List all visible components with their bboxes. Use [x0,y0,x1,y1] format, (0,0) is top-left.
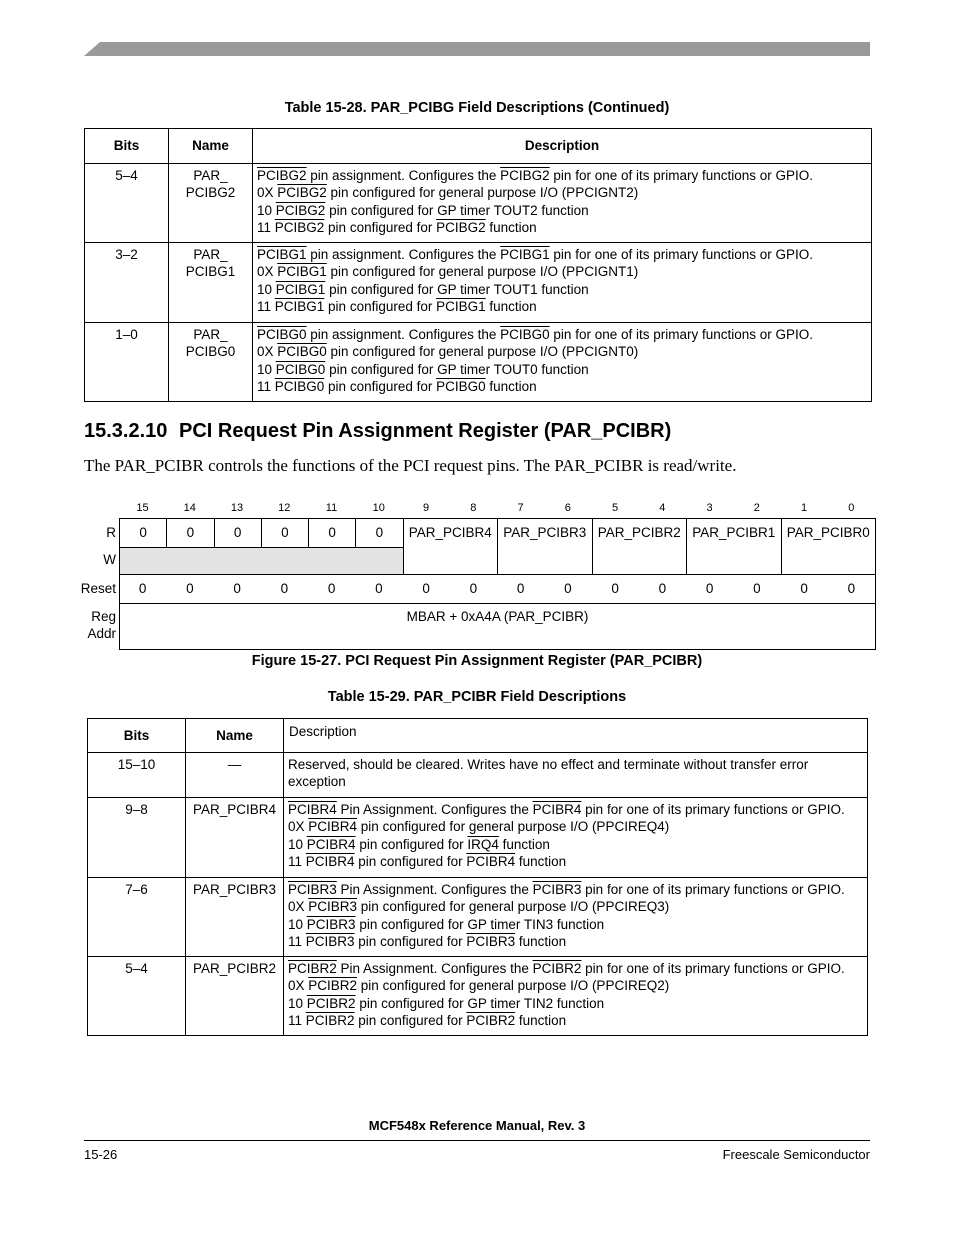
field-name-line: PAR_ [193,327,228,342]
bit-number: 13 [230,502,244,514]
description-text: function [485,378,537,394]
description-line [288,836,863,853]
reset-value: 0 [375,581,383,596]
bits-cell: 3–2 [85,243,169,323]
bit-number: 4 [659,502,666,514]
bit-number: 2 [753,502,760,514]
active-low-signal: PCIBR2 [288,961,337,976]
description-text: Pin Assignment. Configures the [336,961,533,976]
description-line [257,281,867,298]
bits-cell: 7–6 [88,878,186,957]
description-line [288,898,863,915]
description-text: pin for one of its primary functions or GPIO. [581,882,845,897]
reset-value: 0 [705,581,714,596]
field-name-line: PCIBG2 [185,185,236,201]
bit-number: 6 [564,502,571,514]
description-text: Pin Assignment. Configures the [336,802,533,817]
reset-value: 0 [753,581,761,596]
row-label-w: W [103,552,116,567]
bits-cell: 1–0 [85,323,169,402]
table-row [85,243,872,323]
name-cell [169,323,253,402]
active-low-signal: PCIBG0 [274,378,325,394]
description-text: pin configured for general purpose I/O (PPCIREQ2) [357,978,670,994]
description-text: pin configured for [354,1012,467,1028]
active-low-signal: PCIBR2 [466,1012,516,1028]
description-text: pin configured for GP timer TIN3 function [355,916,605,932]
field-name-line: PAR_ [193,247,228,262]
description-cell [284,798,868,878]
description-line [288,960,863,977]
active-low-signal: PCIBG1 [274,298,325,314]
register-field-cell: PAR_PCIBR1 [686,518,782,575]
description-cell [253,323,872,402]
name-cell [186,957,284,1036]
description-text: 0X [288,899,309,915]
reserved-bit-cell: 0 [214,518,262,548]
description-text: 0X [288,978,309,994]
active-low-signal: PCIBG0 [257,327,307,342]
reset-value: 0 [658,581,667,596]
active-low-signal: PCIBG2 [257,168,307,183]
description-text: 11 [257,219,275,235]
name-cell [169,243,253,323]
description-text: 10 [288,995,307,1011]
active-low-signal: PCIBR3 [306,916,356,932]
description-text: function [485,298,537,314]
description-text: 10 [288,836,307,852]
bit-number: 3 [706,502,713,514]
bit-number: 9 [422,502,430,514]
active-low-signal: PCIBG1 [257,247,307,262]
description-line [257,326,867,343]
description-text: 10 [257,361,276,377]
description-text: 11 [288,1012,306,1028]
description-text: function [498,836,550,852]
active-low-signal: PCIBG2 [274,219,325,235]
description-text: function [515,933,567,949]
description-cell [284,957,868,1036]
table-28-caption: Table 15-28. PAR_PCIBG Field Descriptions (Continued) [284,100,670,116]
register-field-cell: PAR_PCIBR3 [497,518,593,575]
description-text: pin configured for GP timer TOUT2 function [325,202,589,218]
description-line [288,916,863,933]
description-text: 0X [257,264,278,280]
name-cell [186,878,284,957]
table-row [85,164,872,243]
column-header-bits: Bits [88,719,186,753]
register-field-cell: PAR_PCIBR2 [592,518,688,575]
table-row [88,878,868,957]
active-low-signal: PCIBR2 [305,1012,355,1028]
reset-value: 0 [280,581,289,596]
description-line [288,995,863,1012]
description-text: 10 [288,916,307,932]
bit-number: 15 [136,502,149,514]
active-low-signal: IRQ4 [467,836,499,852]
description-text: pin configured for GP timer TOUT0 function [325,361,589,377]
bit-number: 0 [848,502,855,514]
description-text: 0X [257,344,278,360]
description-text: pin configured for general purpose I/O (PPCIGNT1) [326,264,639,280]
bit-number: 10 [372,502,385,514]
description-line [288,933,863,950]
row-label-reg-addr-1: Reg [91,609,116,624]
description-text: pin assignment. Configures the [306,168,501,183]
active-low-signal: PCIBG2 [277,185,327,201]
field-name-line: PAR_ [193,168,228,183]
description-line [257,167,867,184]
description-text: pin configured for general purpose I/O (PPCIREQ3) [357,899,670,915]
description-line [288,1012,863,1029]
reset-value: 0 [847,581,856,596]
active-low-signal: PCIBR3 [466,933,516,949]
active-low-signal: PCIBR4 [532,802,582,817]
active-low-signal: PCIBR3 [288,882,337,897]
name-cell [186,798,284,878]
reserved-bit-cell: 0 [308,518,356,548]
footer-manual-title: MCF548x Reference Manual, Rev. 3 [368,1118,586,1133]
description-text: pin configured for general purpose I/O (PPCIGNT0) [326,344,639,360]
description-text: 0X [288,819,309,835]
description-text: 11 [257,378,275,394]
description-text: pin configured for [354,853,467,869]
active-low-signal: PCIBR3 [305,933,355,949]
description-text: pin configured for [324,219,437,235]
reserved-write-shading [119,547,404,575]
name-cell [186,753,284,798]
reset-value: 0 [564,581,572,596]
description-line [288,853,863,870]
active-low-signal: PCIBG0 [275,361,326,377]
active-low-signal: PCIBR3 [308,899,358,915]
active-low-signal: PCIBR2 [532,961,582,976]
column-header-name: Name [186,719,284,753]
description-line [257,263,867,280]
table-29-body [88,753,868,1036]
reset-value: 0 [327,581,336,596]
reset-value: 0 [138,581,147,596]
description-text: pin configured for [355,836,468,852]
description-cell [253,243,872,323]
table-28-body [85,164,872,402]
description-line [257,202,867,219]
column-header-description: Description [253,129,872,164]
reserved-bit-cell: 0 [119,518,167,548]
active-low-signal: PCIBG0 [277,344,327,360]
bit-number: 11 [325,502,338,514]
description-text: pin for one of its primary functions or GPIO. [549,327,814,342]
active-low-signal: PCIBR4 [308,819,358,835]
table-29-caption: Table 15-29. PAR_PCIBR Field Descriptions [327,689,627,705]
active-low-signal: PCIBR4 [306,836,356,852]
table-row [88,798,868,878]
description-text: function [485,219,537,235]
table-29 [87,718,868,1036]
description-text: pin configured for general purpose I/O (PPCIREQ4) [357,819,670,835]
reset-value: 0 [469,581,478,596]
table-row [88,753,868,798]
description-line [257,343,867,360]
description-text: 11 [288,933,306,949]
row-label-r: R [106,525,116,540]
bit-number: 1 [800,502,808,514]
reset-value: 0 [186,581,194,596]
description-text: pin configured for [324,298,437,314]
figure-27-caption: Figure 15-27. PCI Request Pin Assignment Register (PAR_PCIBR) [251,653,703,669]
description-line [288,881,863,898]
field-name-line: PCIBG1 [185,264,236,280]
bits-cell: 9–8 [88,798,186,878]
description-text: pin configured for [324,378,437,394]
register-address: MBAR + 0xA4A (PAR_PCIBR) [119,603,876,650]
name-cell [169,164,253,243]
column-header-name: Name [169,129,253,164]
description-text: pin configured for GP timer TOUT1 function [325,281,589,297]
description-text: pin for one of its primary functions or GPIO. [549,247,814,262]
bit-number: 7 [517,502,524,514]
description-text: exception [288,774,346,790]
description-cell [284,753,868,798]
description-cell [253,164,872,243]
reset-value: 0 [233,581,241,596]
section-paragraph: The PAR_PCIBR controls the functions of the PCI request pins. The PAR_PCIBR is read/write. [84,456,737,475]
active-low-signal: PCIBG2 [275,202,326,218]
description-text: pin for one of its primary functions or GPIO. [549,168,814,183]
bits-cell: 15–10 [88,753,186,798]
description-text: pin for one of its primary functions or GPIO. [581,961,845,976]
bit-number: 8 [470,502,477,514]
active-low-signal: PCIBG1 [436,298,486,314]
reserved-bit-cell: 0 [166,518,214,548]
description-text: function [515,853,567,869]
description-text: 10 [257,281,276,297]
section-number: 15.3.2.10 [84,420,168,442]
column-header-bits: Bits [85,129,169,164]
page-number: 15-26 [84,1147,118,1162]
description-line [288,977,863,994]
field-name-line: PAR_PCIBR3 [192,882,277,897]
field-name-line: PAR_PCIBR4 [192,802,277,817]
reserved-bit-cell: 0 [261,518,309,548]
table-row [85,323,872,402]
description-line [257,361,867,378]
description-line [257,184,867,201]
description-line [288,773,863,790]
description-text: pin configured for [354,933,467,949]
bits-cell: 5–4 [85,164,169,243]
description-text: pin assignment. Configures the [306,247,501,262]
active-low-signal: PCIBG1 [500,247,550,262]
row-label-reset: Reset [80,581,116,596]
description-text: pin configured for GP timer TIN2 function [355,995,605,1011]
active-low-signal: PCIBG1 [275,281,326,297]
section-title: PCI Request Pin Assignment Register (PAR_PCIBR) [178,420,672,442]
description-text: function [515,1012,567,1028]
column-header-description: Description [284,719,868,753]
bits-cell: 5–4 [88,957,186,1036]
description-text: pin assignment. Configures the [306,327,501,342]
field-name-line: — [227,757,242,772]
register-field-cell: PAR_PCIBR4 [403,518,499,575]
active-low-signal: PCIBR4 [466,853,516,869]
bit-number: 14 [183,502,196,514]
description-line [257,298,867,315]
active-low-signal: PCIBR3 [532,882,582,897]
description-text: Reserved, should be cleared. Writes have no effect and terminate without transfer error [288,757,809,772]
footer-company: Freescale Semiconductor [722,1147,870,1162]
reset-value: 0 [422,581,430,596]
reset-value: 0 [516,581,525,596]
description-text: 0X [257,185,278,201]
description-line [288,818,863,835]
description-text: 11 [288,853,306,869]
reset-value: 0 [611,581,619,596]
field-name-line: PAR_PCIBR2 [192,961,277,976]
header-banner [84,42,870,56]
bit-number: 12 [278,502,291,514]
active-low-signal: PCIBR2 [306,995,356,1011]
description-text: 10 [257,202,276,218]
row-label-reg-addr-2: Addr [87,626,116,641]
active-low-signal: PCIBR4 [288,802,337,817]
section-heading [84,420,671,443]
field-name-line: PCIBG0 [185,344,236,360]
description-text: pin for one of its primary functions or GPIO. [581,802,845,817]
description-line [257,246,867,263]
reset-value: 0 [800,581,808,596]
active-low-signal: PCIBG0 [500,327,550,342]
register-field-cell: PAR_PCIBR0 [781,518,877,575]
description-line [288,756,863,773]
active-low-signal: PCIBG2 [500,168,550,183]
active-low-signal: PCIBG1 [277,264,327,280]
active-low-signal: PCIBR2 [308,978,358,994]
table-28 [84,128,872,402]
active-low-signal: PCIBG2 [436,219,486,235]
footer-divider [84,1140,870,1141]
table-row [88,957,868,1036]
description-line [257,378,867,395]
description-line [257,219,867,236]
description-cell [284,878,868,957]
active-low-signal: PCIBG0 [436,378,486,394]
description-line [288,801,863,818]
description-text: pin configured for general purpose I/O (PPCIGNT2) [326,185,639,201]
active-low-signal: PCIBR4 [305,853,355,869]
bit-number: 5 [611,502,619,514]
description-text: Pin Assignment. Configures the [336,882,533,897]
description-text: 11 [257,298,275,314]
reserved-bit-cell: 0 [355,518,403,548]
